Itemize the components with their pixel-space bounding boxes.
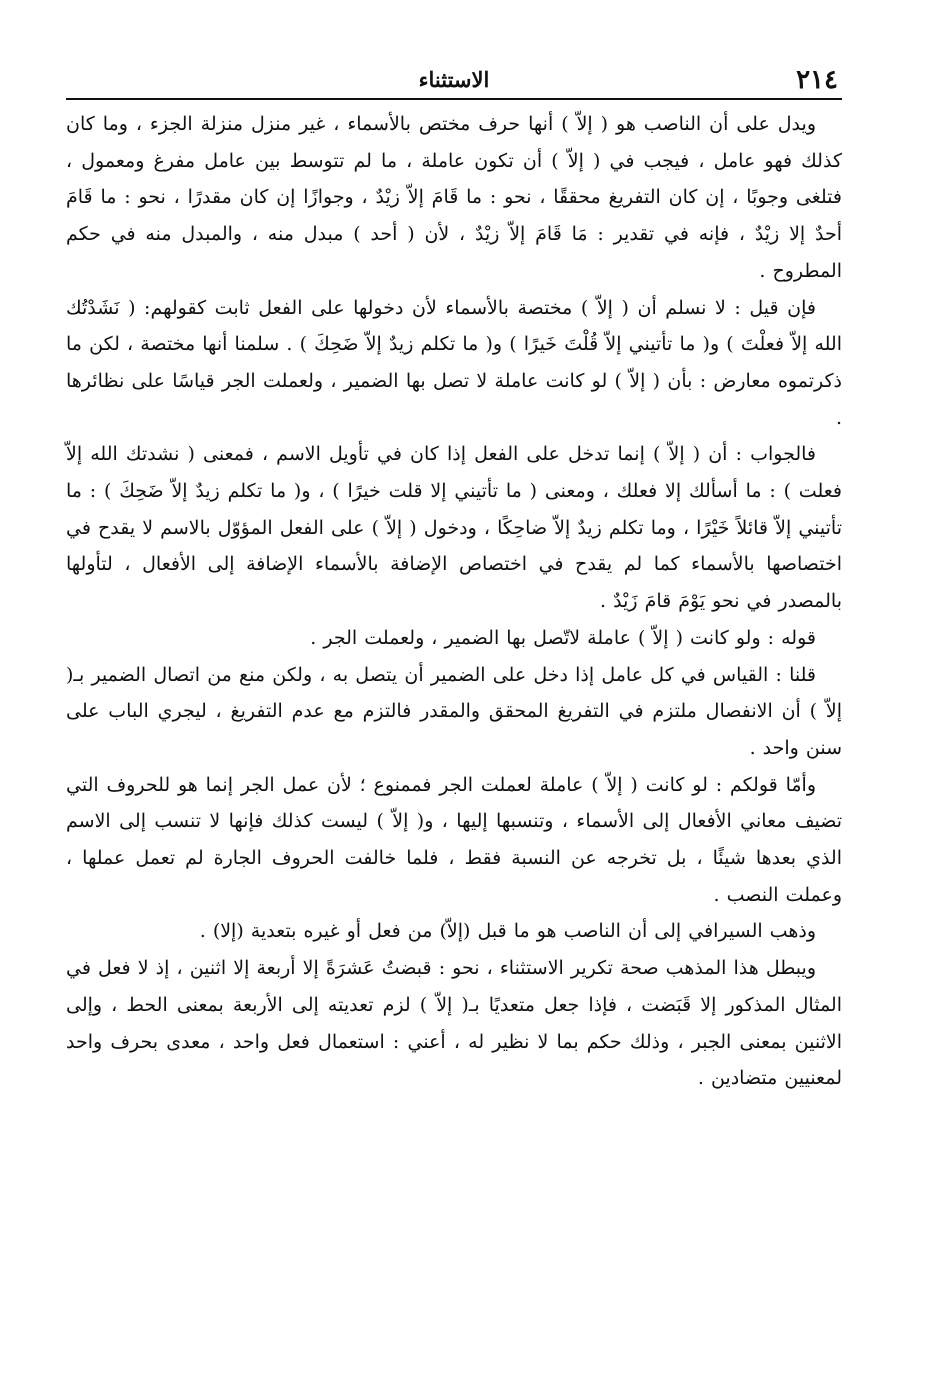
chapter-title: الاستثناء [418, 67, 490, 92]
book-page [66, 62, 842, 1352]
page-number: ٢١٤ [796, 65, 838, 95]
paragraph-8: ويبطل هذا المذهب صحة تكرير الاستثناء ، نحو : قبضتُ عَشرَةً إلا أربعة إلا اثنين ، إذ لا فعل في المثال المذكور إلا قَبَضت ، فإذا جعل متعديًا بـ( إلاّ ) لزم تعديته إلى الأربعة بمعنى الحط ، وإلى الاثنين بمعنى الجبر ، وذلك حكم بما لا نظير له ، أعني : استعمال فعل واحد ، معدى بحرف واحد لمعنيين متضادين . [66, 957, 842, 1090]
paragraph-6: وأمّا قولكم : لو كانت ( إلاّ ) عاملة لعملت الجر فممنوع ؛ لأن عمل الجر إنما هو للحروف التي تضيف معاني الأفعال إلى الأسماء ، وتنسبها إليها ، و( إلاّ ) ليست كذلك فإنها لا تنسب إلى الاسم الذي بعدها شيئًا ، بل تخرجه عن النسبة فقط ، فلما خالفت الحروف الجارة لم تعمل عملها ، وعملت النصب . [66, 773, 842, 906]
paragraph-4: قوله : ولو كانت ( إلاّ ) عاملة لاتّصل بها الضمير ، ولعملت الجر . [310, 626, 816, 649]
paragraph-1: ويدل على أن الناصب هو ( إلاّ ) أنها حرف مختص بالأسماء ، غير منزل منزلة الجزء ، وما كان كذلك فهو عامل ، فيجب في ( إلاّ ) أن تكون عاملة ، ما لم تتوسط بين عامل مفرغ ومعمول ، فتلغى وجوبًا ، إن كان التفريغ محققًا ، نحو : ما قَامَ إلاّ زيْدٌ ، وجوازًا إن كان مقدرًا ، نحو : ما قَامَ أحدٌ إلا زيْدٌ ، فإنه في تقدير : مَا قَامَ إلاّ زيْدٌ ، لأن ( أحد ) مبدل منه ، والمبدل منه في حكم المطروح . [66, 113, 842, 282]
body-text [66, 106, 842, 1097]
running-header [66, 62, 842, 100]
paragraph-5: قلنا : القياس في كل عامل إذا دخل على الضمير أن يتصل به ، ولكن منع من اتصال الضمير بـ( إلاّ ) أن الانفصال ملتزم في التفريغ المحقق والمقدر فالتزم مع عدم التفريغ ، ليجري الباب على سنن واحد . [66, 663, 842, 759]
paragraph-3: فالجواب : أن ( إلاّ ) إنما تدخل على الفعل إذا كان في تأويل الاسم ، فمعنى ( نشدتك الله إلاّ فعلت ) : ما أسألك إلا فعلك ، ومعنى ( ما تأتيني إلا قلت خيرًا ) ، و( ما تكلم زيدٌ إلاّ ضَحِكَ ) : ما تأتيني إلاّ قائلاً خَيْرًا ، وما تكلم زيدٌ إلاّ ضاحِكًا ، ودخول ( إلاّ ) على الفعل المؤوّل بالاسم لا يقدح في اختصاصها بالأسماء كما لم يقدح في اختصاص الإضافة بالأسماء الإضافة إلى الأفعال ، لتأولها بالمصدر في نحو يَوْمَ قامَ زَيْدٌ . [66, 443, 842, 613]
paragraph-7: وذهب السيرافي إلى أن الناصب هو ما قبل (إلاّ) من فعل أو غيره بتعدية (إلا) . [199, 920, 816, 943]
paragraph-2: فإن قيل : لا نسلم أن ( إلاّ ) مختصة بالأسماء لأن دخولها على الفعل ثابت كقولهم: ( نَشَدْتُك الله إلاّ فعلْتَ ) و( ما تأتيني إلاّ قُلْتَ خَيرًا ) و( ما تكلم زيدٌ إلاّ ضَحِكَ ) . سلمنا أنها مختصة ، لكن ما ذكرتموه معارض : بأن ( إلاّ ) لو كانت عاملة لا تصل بها الضمير ، ولعملت الجر قياسًا على نظائرها . [66, 296, 842, 429]
